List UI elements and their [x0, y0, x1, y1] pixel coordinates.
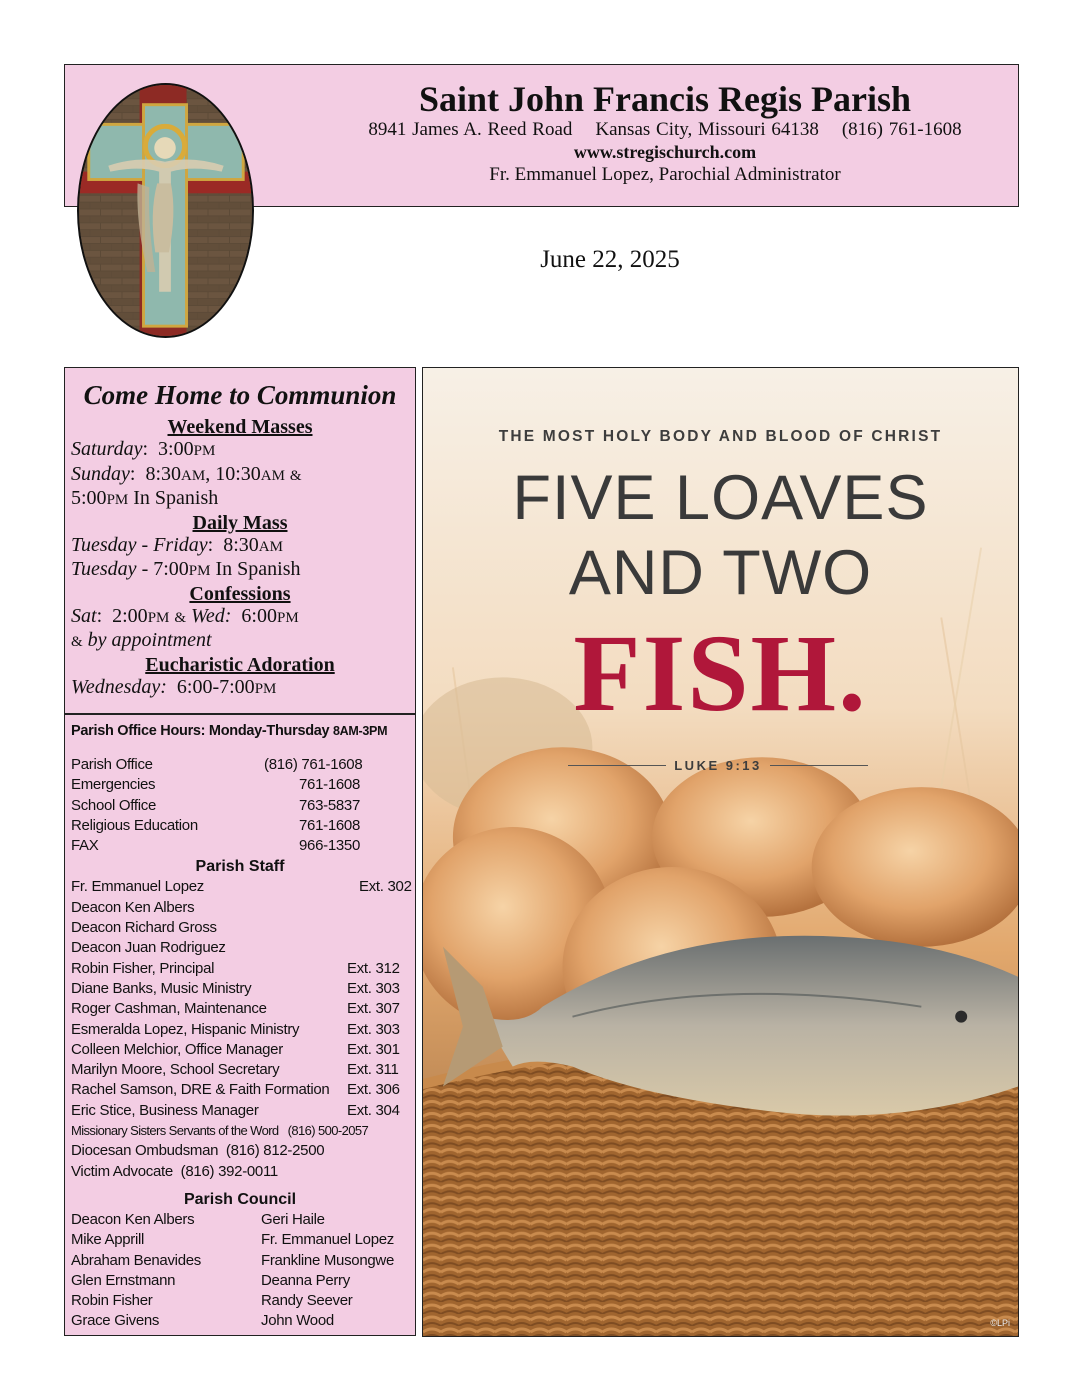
poster-headline-line2: AND TWO: [568, 538, 873, 608]
council-member: Abraham Benavides: [71, 1251, 201, 1269]
confession-times: Sat: 2:00PM & Wed: 6:00PM: [71, 604, 299, 627]
poster-headline-fish: FISH.: [573, 612, 868, 734]
council-member: Geri Haile: [261, 1210, 325, 1228]
staff-row: Marilyn Moore, School Secretary Ext. 311: [71, 1061, 399, 1079]
parish-administrator: Fr. Emmanuel Lopez, Parochial Administrator: [489, 164, 841, 185]
council-member: Frankline Musongwe: [261, 1251, 394, 1269]
poster-headline-line1: FIVE LOAVES: [512, 463, 929, 533]
contact-row: Emergencies 761-1608: [71, 776, 360, 794]
crucifix-image: [77, 83, 254, 338]
contact-list: [71, 755, 409, 856]
council-member: Mike Apprill: [71, 1231, 145, 1249]
contact-row: Parish Office (816) 761-1608: [71, 756, 363, 773]
scripture-reference: [568, 758, 868, 773]
bulletin-date: June 22, 2025: [540, 246, 680, 273]
staff-row: Roger Cashman, Maintenance Ext. 307: [71, 1000, 400, 1018]
staff-row: Deacon Juan Rodriguez: [71, 939, 226, 957]
contact-row: School Office 763-5837: [71, 796, 360, 814]
poster-subtitle: THE MOST HOLY BODY AND BLOOD OF CHRIST: [498, 428, 943, 445]
gospel-poster: [422, 367, 1019, 1337]
crucifix-illustration: [79, 85, 252, 336]
office-hours: Parish Office Hours: Monday-Thursday 8AM-3PM: [71, 723, 388, 739]
saturday-mass: Saturday: 3:00PM: [71, 438, 216, 460]
council-member: Glen Ernstmann: [71, 1271, 176, 1289]
daily-mass-heading: Daily Mass: [192, 511, 288, 534]
staff-row: Diane Banks, Music Ministry Ext. 303: [71, 979, 400, 997]
reference-rule-right: [770, 765, 868, 767]
tuesday-spanish-mass: Tuesday - 7:00PM In Spanish: [71, 558, 301, 580]
schedule-heading: Come Home to Communion: [83, 380, 397, 410]
confessions-heading: Confessions: [189, 582, 291, 605]
parish-directory-box: [64, 714, 416, 1336]
header-text-block: [365, 79, 965, 187]
missionary-sisters-line: Missionary Sisters Servants of the Word (816) 500-2057: [71, 1123, 369, 1139]
adoration-heading: Eucharistic Adoration: [145, 653, 335, 676]
staff-row: Deacon Richard Gross: [71, 919, 217, 937]
council-member: Deanna Perry: [261, 1271, 350, 1289]
parish-address: 8941 James A. Reed Road Kansas City, Missouri 64138 (816) 761-1608: [368, 119, 962, 140]
staff-row: Eric Stice, Business Manager Ext. 304: [71, 1101, 400, 1119]
staff-row: Fr. Emmanuel Lopez Ext. 302: [71, 878, 412, 896]
confession-appointment: & by appointment: [71, 629, 212, 651]
parish-title: Saint John Francis Regis Parish: [418, 79, 912, 119]
victim-advocate-line: Victim Advocate (816) 392-0011: [71, 1162, 278, 1180]
parish-website[interactable]: www.stregischurch.com: [573, 142, 757, 162]
council-list: [71, 1210, 409, 1332]
weekend-masses-heading: Weekend Masses: [167, 416, 313, 438]
staff-row: Deacon Ken Albers: [71, 898, 195, 916]
council-member: Robin Fisher: [71, 1292, 153, 1310]
contact-row: FAX 966-1350: [71, 837, 360, 855]
staff-row: Robin Fisher, Principal Ext. 312: [71, 959, 400, 977]
council-member: John Wood: [261, 1312, 334, 1330]
weekday-mass: Tuesday - Friday: 8:30AM: [71, 533, 283, 556]
adoration-time: Wednesday: 6:00-7:00PM: [71, 675, 277, 698]
reference-text: LUKE 9:13: [674, 758, 762, 773]
council-member: Fr. Emmanuel Lopez: [261, 1231, 394, 1249]
council-member: Randy Seever: [261, 1292, 353, 1310]
mass-schedule-box: [64, 367, 416, 714]
staff-row: Colleen Melchior, Office Manager Ext. 301: [71, 1040, 400, 1058]
ombudsman-line: Diocesan Ombudsman (816) 812-2500: [71, 1142, 325, 1160]
council-member: Grace Givens: [71, 1312, 160, 1330]
sunday-mass: Sunday: 8:30AM, 10:30AM &: [71, 462, 302, 485]
reference-rule-left: [568, 765, 666, 767]
parish-council-heading: Parish Council: [183, 1190, 297, 1208]
image-credit: ©LPi: [990, 1318, 1010, 1328]
staff-list: [71, 877, 412, 1121]
council-member: Deacon Ken Albers: [71, 1210, 195, 1228]
parish-staff-heading: Parish Staff: [195, 858, 285, 876]
staff-row: Rachel Samson, DRE & Faith Formation Ext. 306: [71, 1081, 400, 1099]
sunday-spanish-mass: 5:00PM In Spanish: [71, 487, 219, 509]
staff-row: Esmeralda Lopez, Hispanic Ministry Ext. 303: [71, 1020, 400, 1038]
contact-row: Religious Education 761-1608: [71, 816, 360, 834]
